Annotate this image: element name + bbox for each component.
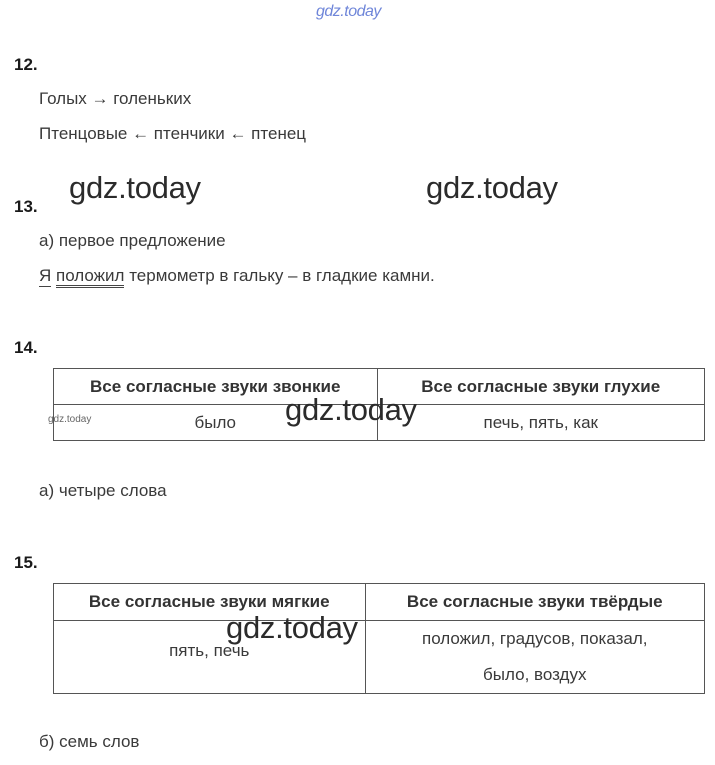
watermark-big-2: gdz.today <box>426 170 558 205</box>
sentence-rest: термометр в гальку – в гладкие камни. <box>124 266 435 285</box>
exercise-14-number: 14. <box>14 338 38 357</box>
predicate-word: положил <box>56 266 124 288</box>
table-15-cell-hard-line-2: было, воздух <box>483 665 587 684</box>
exercise-14-answer: а) четыре слова <box>39 481 167 500</box>
table-14-cell-voiceless: печь, пять, как <box>377 405 705 441</box>
exercise-12-number: 12. <box>14 55 38 74</box>
exercise-12-line-1: Голых → голеньких <box>39 89 192 108</box>
exercise-15-table <box>53 583 705 694</box>
exercise-15-number: 15. <box>14 553 38 572</box>
watermark-big-1: gdz.today <box>69 170 201 205</box>
watermark-top: gdz.today <box>316 3 381 20</box>
exercise-12-line-2: Птенцовые ← птенчики ← птенец <box>39 124 307 143</box>
watermark-small: gdz.today <box>48 414 92 425</box>
exercise-13-number: 13. <box>14 197 38 216</box>
table-14-header-voiced: Все согласные звуки звонкие <box>54 369 378 405</box>
table-14-cell-voiced: было <box>54 405 378 441</box>
table-15-header-hard: Все согласные звуки твёрдые <box>365 584 704 621</box>
watermark-big-4: gdz.today <box>226 610 358 645</box>
exercise-15-answer: б) семь слов <box>39 732 140 751</box>
exercise-13-sentence <box>39 266 435 286</box>
table-15-header-soft: Все согласные звуки мягкие <box>54 584 366 621</box>
exercise-13-task: а) первое предложение <box>39 231 226 250</box>
subject-word: Я <box>39 266 52 285</box>
table-15-cell-hard-line-1: положил, градусов, показал, <box>422 629 648 648</box>
table-15-cell-hard <box>365 621 704 694</box>
watermark-big-3: gdz.today <box>285 392 417 427</box>
table-15-cell-soft: пять, печь <box>54 621 366 694</box>
table-14-header-voiceless: Все согласные звуки глухие <box>377 369 705 405</box>
